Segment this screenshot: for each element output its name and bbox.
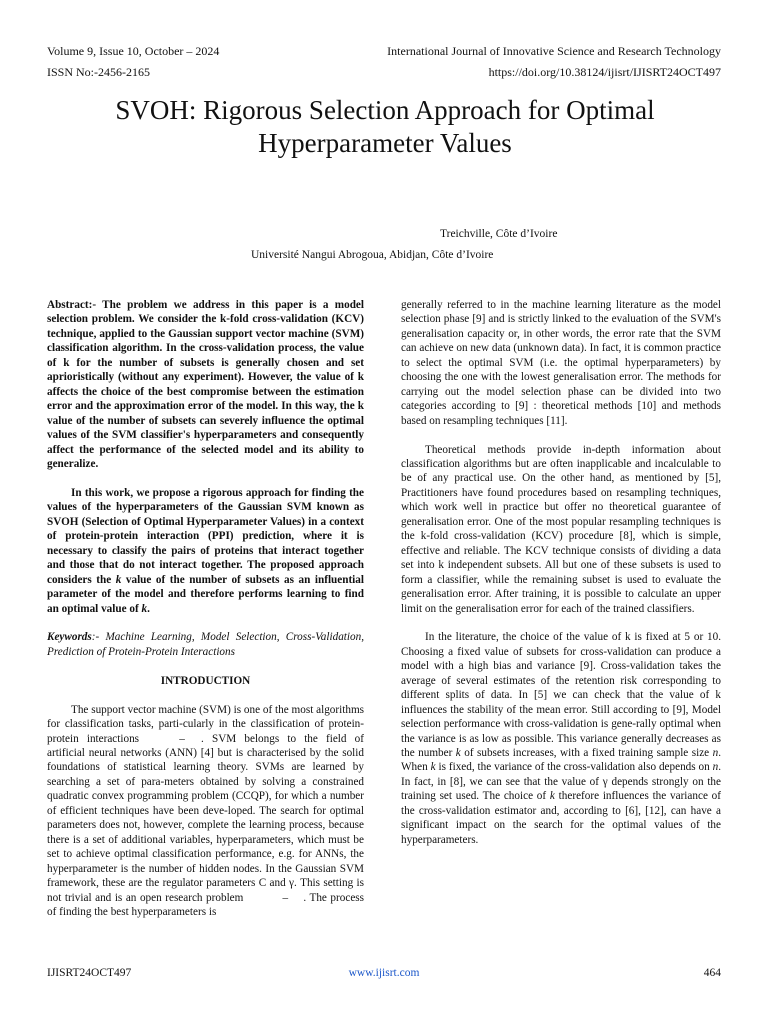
citation-dash: – xyxy=(179,732,185,745)
keywords-text: :- Machine Learning, Model Selection, Cross-Validation, Prediction of Protein-Protein Interactions xyxy=(47,631,364,658)
header-journal: International Journal of Innovative Science and Research Technology xyxy=(387,44,721,58)
body-text: . When xyxy=(401,747,721,774)
intro-text: . The process of finding the best hyperparameters is xyxy=(47,891,364,918)
body-text: is fixed, the variance of the cross-validation also depends on xyxy=(435,761,713,774)
abstract-k: k xyxy=(115,573,122,586)
abstract-text: In this work, we propose a rigorous approach for finding the values of the hyperparameters of the Gaussian SVM known as SVOH (Selection of Optimal Hyperparameter Values) in a context of protein-protein interaction (PPI) prediction, where it is necessary to classify the pairs of proteins that interact together and those that do not interact together. The proposed approach considers the xyxy=(47,486,364,586)
math-var: k xyxy=(455,747,461,760)
abstract-paragraph-2 xyxy=(47,486,364,616)
affiliation-line-2: Université Nangui Abrogoua, Abidjan, Côte d’Ivoire xyxy=(251,249,494,261)
body-paragraph: Theoretical methods provide in-depth information about classification algorithms but are often inapplicable and incalculable to be of any practical use. On the other hand, as mentioned by [5], Practitioners have found procedures based on resampling techniques, which work well in practice but offer no theoretical guarantee of generalisation error. One of the most popular resampling techniques is the k-fold cross-validation (KCV) procedure [8], which is simple, effective and reliable. The KCV technique consists of dividing a data set into k independent subsets. All but one of these subsets is used to form a classifier, while the remaining subset is used to evaluate the generalisation error. After training, it is possible to calculate an upper limit on the generalisation error for each of the trained classifiers. xyxy=(401,443,721,615)
abstract-k: k xyxy=(141,602,148,615)
right-column xyxy=(401,298,721,847)
body-text: therefore influences the variance of the cross-validation estimator and, according to [6], [12], can have a significant impact on the search for the optimal values of the hyperparameters. xyxy=(401,790,722,846)
affiliation-line-1: Treichville, Côte d’Ivoire xyxy=(440,228,558,240)
footer-website-link[interactable]: www.ijisrt.com xyxy=(348,967,420,979)
body-text: . In fact, in [8], we can see that the value of γ depends strongly on the training set used. The choice of xyxy=(401,761,722,803)
abstract-paragraph: Abstract:- The problem we address in this paper is a model selection problem. We consider the k-fold cross-validation (KCV) technique, applied to the Gaussian support vector machine (SVM) classification algorithm. In the cross-validation process, the value of k for the number of subsets is generally chosen and set aprioristically (without any experiment). However, the value of k affects the choice of the best compromise between the estimation error and the approximation error of the model. In this way, the k value of the number of subsets can severely influence the optimal values of the SVM classifier's hyperparameters and consequently affect the performance of the selected model and its ability to generalize. xyxy=(47,299,364,470)
abstract-text: . xyxy=(147,602,150,615)
intro-paragraph xyxy=(47,703,364,920)
intro-text: The support vector machine (SVM) is one of the most algorithms for classification tasks, parti-cularly in the classification of protein-protein interactions xyxy=(47,703,364,745)
math-var: n xyxy=(712,761,719,774)
intro-text: . SVM belongs to the field of artificial neural networks (ANN) [4] but is characterised by the solid foundations of statistical learning theory. SVMs are learned by searching a set of para-meters obtained by solving a constrained quadratic convex programming problem (CCQP), for which a number of efficient techniques have been deve-loped. The search for optimal parameters does not, however, complete the learning process, because there is a set of additional variables, hyperparameters, which must be set to achieve optimal classification performance, e.g. for ANNs, the hyperparameter is the number of hidden nodes. In the Gaussian SVM framework, these are the regulator parameters C and γ. This setting is not trivial and is an open research problem xyxy=(47,732,364,904)
section-heading-introduction: INTRODUCTION xyxy=(160,674,251,687)
body-text: of subsets increases, with a fixed training sample size xyxy=(460,747,713,760)
keywords xyxy=(47,630,364,659)
body-text: In the literature, the choice of the value of k is fixed at 5 or 10. Choosing a fixed value of subsets for cross-validation can produce a model with a high bias and variance [9]. Cross-validation takes the average of several estimates of the retention risk corresponding to different splits of data. In [5] we can check that the value of k influences the stability of the mean error. Still according to [9], Model selection performance with cross-validation is gene-rally optimal when the variance is as low as possible. This variance generally decreases as the number xyxy=(401,631,721,760)
footer-paper-id: IJISRT24OCT497 xyxy=(47,967,132,979)
math-var: k xyxy=(549,790,555,803)
left-column xyxy=(47,298,364,919)
body-paragraph xyxy=(401,630,721,847)
math-var: k xyxy=(430,761,436,774)
footer-page-number: 464 xyxy=(703,967,721,979)
abstract-text: value of the number of subsets as an influential parameter of the model and therefore performs learning to find an optimal value of xyxy=(47,573,364,615)
keywords-label: Keywords xyxy=(47,631,92,644)
paper-title: SVOH: Rigorous Selection Approach for Optimal Hyperparameter Values xyxy=(115,95,655,158)
body-paragraph: generally referred to in the machine learning literature as the model selection phase [9] and is strictly linked to the evaluation of the SVM's generalisation capacity or, in other words, the error rate that the SVM can achieve on new data (unknown data). In fact, it is common practice to select the optimal SVM (i.e. the optimal hyperparameters) by choosing the one with the lowest generalisation error. The methods for carrying out the model selection phase can be divided into two categories according to [9] : theoretical methods [10] and methods based on resampling techniques [11]. xyxy=(401,299,721,427)
header-volume: Volume 9, Issue 10, October – 2024 xyxy=(47,44,220,58)
header-doi[interactable]: https://doi.org/10.38124/ijisrt/IJISRT24OCT497 xyxy=(488,65,721,79)
math-var: n xyxy=(712,747,719,760)
citation-dash: – xyxy=(282,891,289,904)
header-issn: ISSN No:-2456-2165 xyxy=(47,65,151,79)
